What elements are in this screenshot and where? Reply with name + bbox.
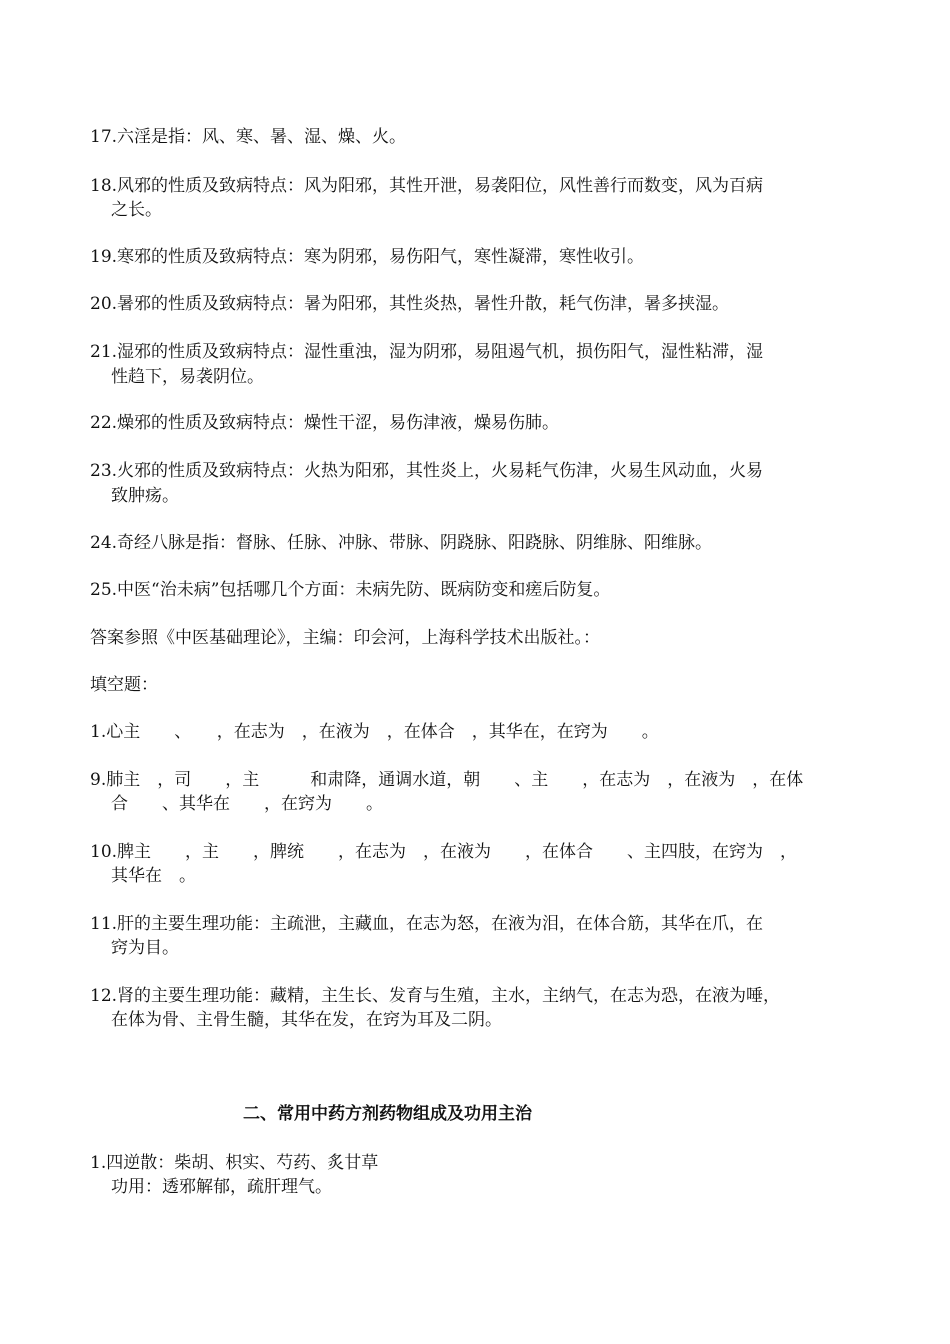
fill-item-9-line1: 9.肺主 ，司 ，主 和肃降，通调水道，朝 、主 ，在志为 ，在液为 ，在体 xyxy=(90,770,804,790)
item-19: 19.寒邪的性质及致病特点：寒为阴邪，易伤阳气，寒性凝滞，寒性收引。 xyxy=(90,247,645,267)
fill-item-12-line2: 在体为骨、主骨生髓，其华在发，在窍为耳及二阴。 xyxy=(111,1010,502,1030)
item-22: 22.燥邪的性质及致病特点：燥性干涩，易伤津液，燥易伤肺。 xyxy=(90,413,560,433)
formula-1-composition: 1.四逆散：柴胡、枳实、芍药、炙甘草 xyxy=(90,1153,379,1173)
fill-item-9-line2: 合 、其华在 ，在窍为 。 xyxy=(111,794,383,814)
item-21-line1: 21.湿邪的性质及致病特点：湿性重浊，湿为阴邪，易阻遏气机，损伤阳气，湿性粘滞，湿 xyxy=(90,342,764,362)
fill-item-10-line2: 其华在 。 xyxy=(111,866,196,886)
section-heading: 二、常用中药方剂药物组成及功用主治 xyxy=(243,1104,532,1124)
fill-in-title: 填空题： xyxy=(90,675,158,695)
item-18-line1: 18.风邪的性质及致病特点：风为阳邪，其性开泄，易袭阳位，风性善行而数变，风为百病 xyxy=(90,176,764,196)
item-20: 20.暑邪的性质及致病特点：暑为阳邪，其性炎热，暑性升散，耗气伤津，暑多挟湿。 xyxy=(90,294,730,314)
item-21-line2: 性趋下，易袭阴位。 xyxy=(111,367,264,387)
item-18-line2: 之长。 xyxy=(111,200,162,220)
formula-1-function: 功用：透邪解郁，疏肝理气。 xyxy=(111,1177,332,1197)
fill-item-11-line1: 11.肝的主要生理功能：主疏泄，主藏血，在志为怒，在液为泪，在体合筋，其华在爪，在 xyxy=(90,914,764,934)
item-24: 24.奇经八脉是指：督脉、任脉、冲脉、带脉、阴跷脉、阳跷脉、阴维脉、阳维脉。 xyxy=(90,533,713,553)
item-17: 17.六淫是指：风、寒、暑、湿、燥、火。 xyxy=(90,127,407,147)
fill-item-11-line2: 窍为目。 xyxy=(111,938,179,958)
fill-item-10-line1: 10.脾主 ，主 ，脾统 ，在志为 ，在液为 ，在体合 、主四肢，在窍为 ， xyxy=(90,842,798,862)
fill-item-1: 1.心主 、 ，在志为 ，在液为 ，在体合 ，其华在，在窍为 。 xyxy=(90,722,659,742)
item-23-line2: 致肿疡。 xyxy=(111,486,179,506)
fill-item-12-line1: 12.肾的主要生理功能：藏精，主生长、发育与生殖，主水，主纳气，在志为恐，在液为唾， xyxy=(90,986,781,1006)
item-25: 25.中医“治未病”包括哪几个方面：未病先防、既病防变和瘥后防复。 xyxy=(90,580,611,600)
item-23-line1: 23.火邪的性质及致病特点：火热为阳邪，其性炎上，火易耗气伤津，火易生风动血，火易 xyxy=(90,461,764,481)
reference-note: 答案参照《中医基础理论》，主编：印会河，上海科学技术出版社。： xyxy=(90,628,600,648)
